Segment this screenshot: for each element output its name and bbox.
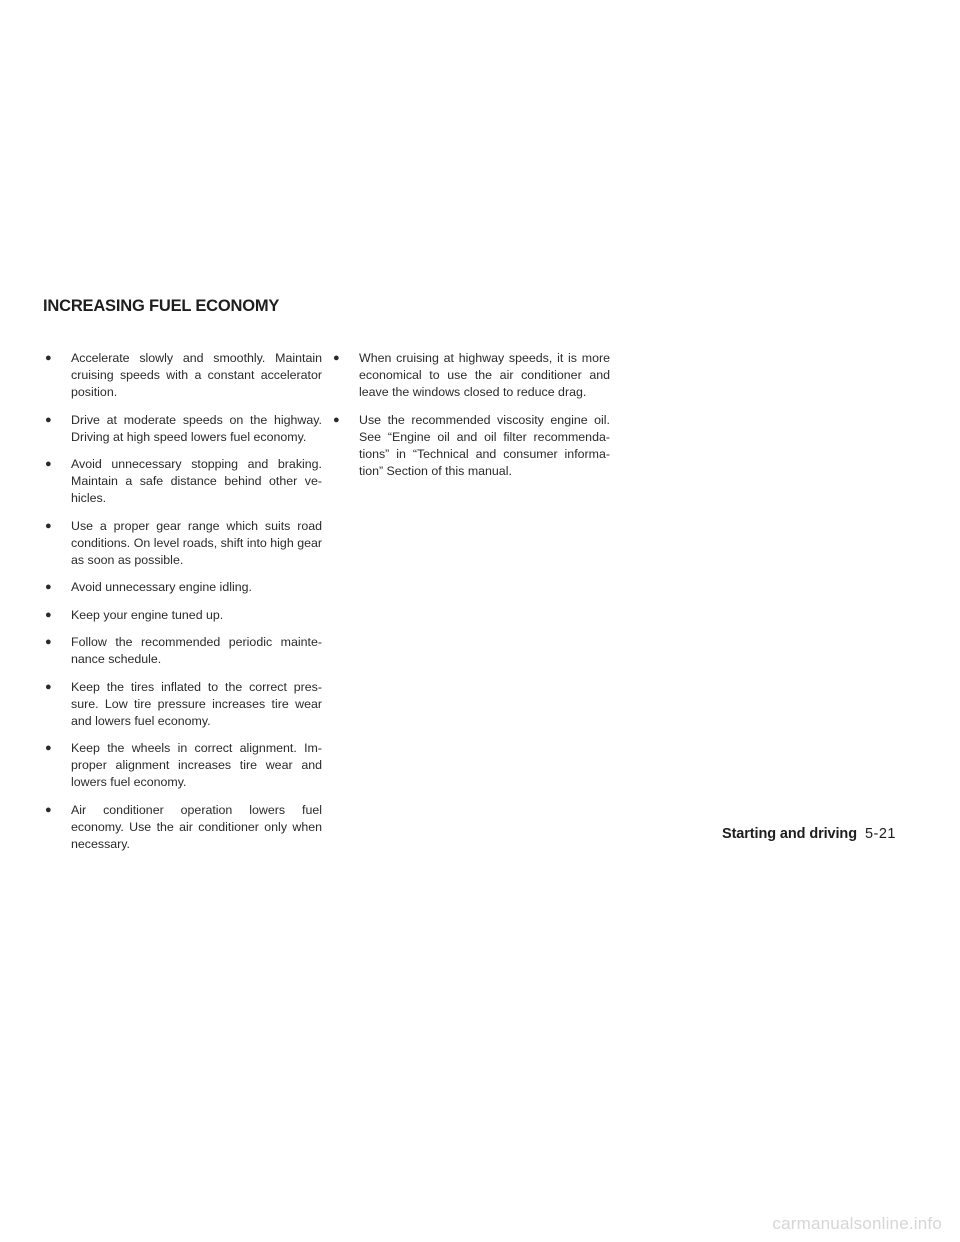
- list-item-text: Accelerate slowly and smoothly. Maintain cruising speeds with a constant accelerator position.: [71, 351, 322, 399]
- list-item-text: Drive at moderate speeds on the highway. Driving at high speed lowers fuel economy.: [71, 412, 322, 444]
- list-item: [45, 579, 322, 596]
- list-item-text: Air conditioner operation lowers fuel economy. Use the air conditioner only when necessary.: [71, 802, 322, 851]
- bullet-icon: ●: [45, 413, 52, 426]
- page-number: 5-21: [864, 826, 896, 842]
- list-item: [45, 740, 322, 791]
- bullet-icon: ●: [333, 352, 340, 364]
- bullet-icon: ●: [45, 519, 52, 532]
- list-item: [45, 518, 322, 569]
- bullet-icon: ●: [45, 458, 52, 470]
- list-item-text: Keep the wheels in correct alignment. Im- proper alignment increases tire wear and lowers fuel economy.: [71, 741, 322, 789]
- list-item: [45, 350, 322, 401]
- bullet-icon: ●: [45, 803, 52, 816]
- bullet-list-left: [45, 350, 322, 863]
- list-item: [45, 412, 322, 446]
- list-item: [333, 350, 610, 401]
- list-item-text: Follow the recommended periodic mainte- nance schedule.: [71, 635, 322, 666]
- list-item-text: Use a proper gear range which suits road conditions. On level roads, shift into high gear as soon as possible.: [71, 518, 322, 567]
- bullet-list-right: [333, 350, 610, 490]
- watermark: carmanualsonline.info: [772, 1214, 942, 1233]
- page-footer: [722, 826, 896, 842]
- list-item-text: Keep the tires inflated to the correct pres- sure. Low tire pressure increases tire wear and lowers fuel economy.: [71, 679, 322, 728]
- bullet-icon: ●: [45, 742, 52, 754]
- bullet-icon: ●: [45, 352, 52, 364]
- list-item-text: Use the recommended viscosity engine oil. See “Engine oil and oil filter recommenda- tions” in “Technical and consumer informa- tion” Section of this manual.: [359, 412, 610, 478]
- bullet-icon: ●: [45, 636, 52, 648]
- list-item-text: Avoid unnecessary stopping and braking. Maintain a safe distance behind other ve- hicles.: [71, 457, 322, 505]
- list-item: [45, 802, 322, 853]
- bullet-icon: ●: [45, 680, 52, 693]
- list-item-text: Avoid unnecessary engine idling.: [71, 580, 252, 594]
- list-item: [45, 634, 322, 668]
- list-item: [45, 679, 322, 730]
- section-title: INCREASING FUEL ECONOMY: [43, 297, 280, 315]
- bullet-icon: ●: [45, 608, 52, 621]
- footer-chapter-title: Starting and driving: [722, 826, 857, 842]
- list-item: [45, 456, 322, 507]
- list-item: [333, 412, 610, 480]
- list-item: [45, 607, 322, 624]
- list-item-text: Keep your engine tuned up.: [71, 607, 224, 622]
- bullet-icon: ●: [333, 413, 340, 426]
- list-item-text: When cruising at highway speeds, it is more economical to use the air conditioner and leave the windows closed to reduce drag.: [359, 351, 610, 399]
- bullet-icon: ●: [45, 581, 52, 593]
